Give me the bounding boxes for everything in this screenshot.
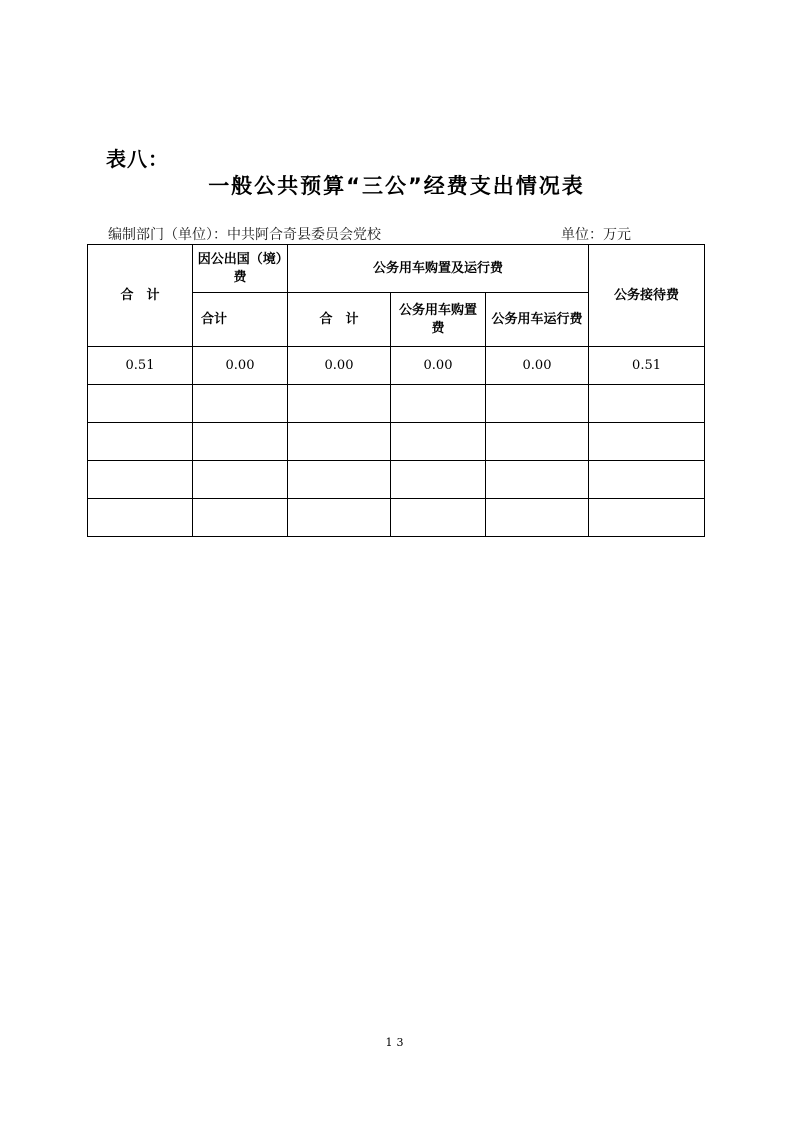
- header-abroad: 因公出国（境）费: [193, 245, 288, 293]
- cell-abroad: [193, 461, 288, 499]
- header-vehicle-subtotal: 合 计: [288, 293, 391, 347]
- cell-reception: [589, 499, 705, 537]
- cell-abroad: 0.00: [193, 347, 288, 385]
- cell-vehicle-subtotal: [288, 385, 391, 423]
- header-row-1: [88, 245, 705, 293]
- table-label: 表八：: [106, 147, 169, 171]
- cell-reception: [589, 461, 705, 499]
- header-total: 合 计: [88, 245, 193, 347]
- page-title: 一般公共预算“三公”经费支出情况表: [208, 174, 585, 198]
- cell-vehicle-purchase: [391, 423, 486, 461]
- table-row: [88, 499, 705, 537]
- unit-label: 单位：万元: [561, 227, 631, 243]
- cell-reception: [589, 423, 705, 461]
- cell-total: 0.51: [88, 347, 193, 385]
- cell-total: [88, 499, 193, 537]
- page-number: 13: [385, 1036, 408, 1049]
- cell-vehicle-purchase: [391, 499, 486, 537]
- cell-vehicle-purchase: 0.00: [391, 347, 486, 385]
- header-abroad-subtotal: 合计: [193, 293, 288, 347]
- cell-vehicle-operation: [486, 461, 589, 499]
- cell-vehicle-purchase: [391, 461, 486, 499]
- header-vehicle-operation: 公务用车运行费: [486, 293, 589, 347]
- cell-vehicle-subtotal: [288, 461, 391, 499]
- cell-reception: 0.51: [589, 347, 705, 385]
- cell-vehicle-subtotal: 0.00: [288, 347, 391, 385]
- table-row: [88, 347, 705, 385]
- department-label: 编制部门（单位）：中共阿合奇县委员会党校: [108, 227, 381, 243]
- cell-vehicle-purchase: [391, 385, 486, 423]
- cell-abroad: [193, 423, 288, 461]
- table-row: [88, 423, 705, 461]
- meta-row: [108, 224, 648, 244]
- cell-vehicle-operation: 0.00: [486, 347, 589, 385]
- cell-abroad: [193, 499, 288, 537]
- cell-total: [88, 423, 193, 461]
- three-public-expenses-table: [87, 244, 705, 537]
- cell-vehicle-operation: [486, 385, 589, 423]
- cell-vehicle-subtotal: [288, 499, 391, 537]
- header-reception: 公务接待费: [589, 245, 705, 347]
- cell-abroad: [193, 385, 288, 423]
- cell-vehicle-subtotal: [288, 423, 391, 461]
- table-row: [88, 461, 705, 499]
- cell-reception: [589, 385, 705, 423]
- cell-vehicle-operation: [486, 423, 589, 461]
- cell-vehicle-operation: [486, 499, 589, 537]
- cell-total: [88, 461, 193, 499]
- cell-total: [88, 385, 193, 423]
- table-row: [88, 385, 705, 423]
- header-vehicle-purchase: 公务用车购置费: [391, 293, 486, 347]
- header-vehicle-group: 公务用车购置及运行费: [288, 245, 589, 293]
